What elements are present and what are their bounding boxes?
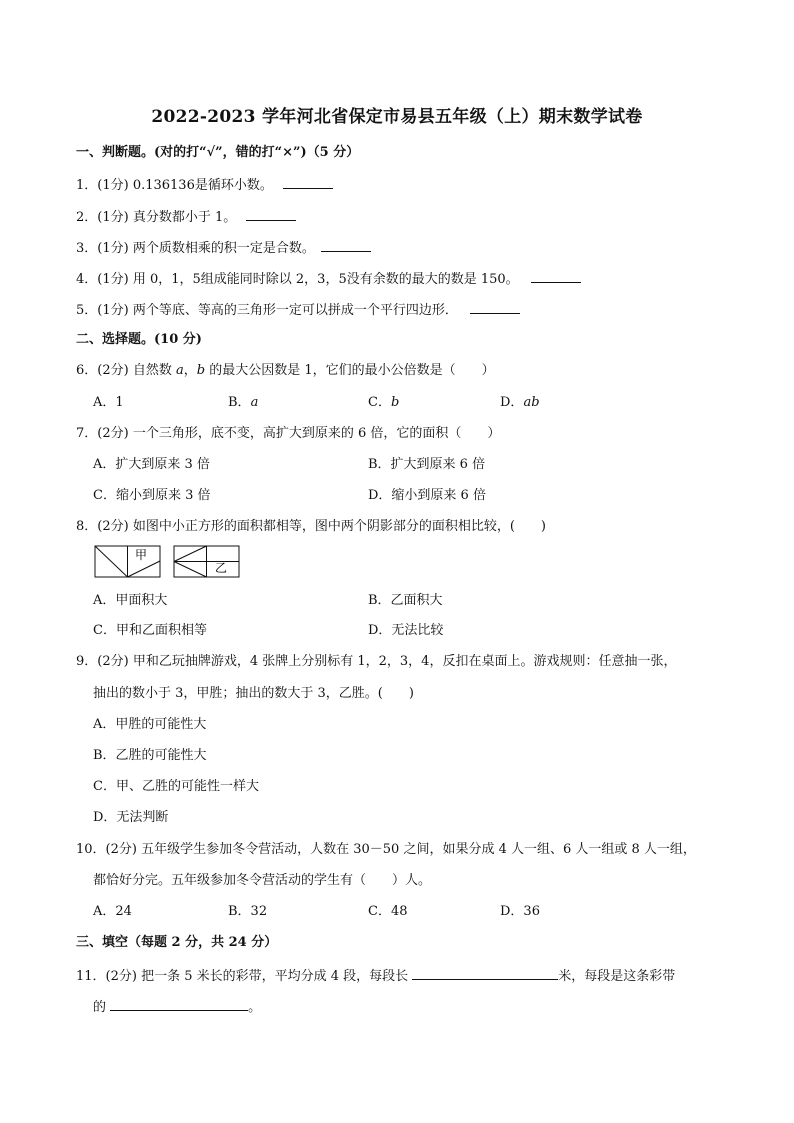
question-5 — [76, 300, 520, 320]
figure-jia-diagonal — [95, 546, 128, 577]
q10-option-b[interactable]: B．32 — [228, 904, 268, 919]
question-1-text: 1．(1分) 0.136136是循环小数。 — [76, 178, 273, 193]
answer-blank-11b[interactable] — [110, 997, 248, 1011]
answer-blank-2[interactable] — [246, 207, 296, 221]
q6-option-c[interactable]: C．b — [368, 395, 400, 410]
question-9-stem-line2: 抽出的数小于 3，甲胜；抽出的数大于 3，乙胜。( ) — [93, 686, 414, 701]
question-6-stem: 6．(2分) 自然数 a，b 的最大公因数是 1，它们的最小公倍数是（ ） — [76, 363, 495, 378]
question-4-text: 4．(1分) 用 0，1，5组成能同时除以 2，3，5没有余数的最大的数是 150。 — [76, 272, 519, 287]
q7-option-b[interactable]: B．扩大到原来 6 倍 — [368, 457, 486, 472]
figure-yi-label: 乙 — [215, 561, 228, 575]
question-9-stem-line1: 9．(2分) 甲和乙玩抽牌游戏，4 张牌上分别标有 1，2，3，4，反扣在桌面上。游戏规则：任意抽一张， — [76, 654, 677, 669]
figure-jia-label: 甲 — [135, 548, 148, 562]
question-2-text: 2．(1分) 真分数都小于 1。 — [76, 210, 237, 225]
question-1 — [76, 175, 333, 195]
question-10-stem-line1: 10．(2分) 五年级学生参加冬令营活动，人数在 30－50 之间，如果分成 4 人一组、6 人一组或 8 人一组， — [76, 842, 696, 857]
section-heading-judgement: 一、判断题。(对的打“√”，错的打“×”)（5 分） — [76, 145, 360, 160]
q7-option-d[interactable]: D．缩小到原来 6 倍 — [368, 488, 486, 503]
answer-blank-5[interactable] — [470, 300, 520, 314]
question-7-stem: 7．(2分) 一个三角形，底不变，高扩大到原来的 6 倍，它的面积（ ） — [76, 426, 501, 441]
q6-option-d[interactable]: D．ab — [500, 395, 540, 410]
question-2 — [76, 207, 296, 227]
q8-option-d[interactable]: D．无法比较 — [368, 623, 444, 638]
question-8-stem: 8．(2分) 如图中小正方形的面积都相等，图中两个阴影部分的面积相比较，( ) — [76, 519, 546, 534]
q10-option-a[interactable]: A．24 — [93, 904, 132, 919]
answer-blank-4[interactable] — [531, 269, 581, 283]
question-11-mid: 米，每段是这条彩带 — [558, 969, 676, 984]
figure-jia — [95, 546, 160, 577]
answer-blank-1[interactable] — [283, 175, 333, 189]
q9-option-d[interactable]: D．无法判断 — [93, 810, 169, 825]
page-title: 2022-2023 学年河北省保定市易县五年级（上）期末数学试卷 — [151, 107, 643, 127]
q9-option-b[interactable]: B．乙胜的可能性大 — [93, 748, 207, 763]
q8-option-c[interactable]: C．甲和乙面积相等 — [93, 623, 207, 638]
question-4 — [76, 269, 581, 289]
q6-option-b[interactable]: B．a — [228, 395, 259, 410]
q8-option-a[interactable]: A．甲面积大 — [93, 593, 168, 608]
q7-option-c[interactable]: C．缩小到原来 3 倍 — [93, 488, 211, 503]
question-11-line2: 的 。 — [93, 997, 261, 1017]
figure-yi-slant-bottom — [174, 562, 207, 578]
question-11-line1 — [76, 966, 675, 986]
q9-option-a[interactable]: A．甲胜的可能性大 — [93, 717, 207, 732]
q10-option-d[interactable]: D．36 — [500, 904, 540, 919]
question-3-text: 3．(1分) 两个质数相乘的积一定是合数。 — [76, 241, 315, 256]
q7-option-a[interactable]: A．扩大到原来 3 倍 — [93, 457, 210, 472]
q8-option-b[interactable]: B．乙面积大 — [368, 593, 443, 608]
section-heading-choice: 二、选择题。(10 分) — [76, 332, 202, 347]
section-heading-fill: 三、填空（每题 2 分，共 24 分） — [76, 935, 278, 950]
q9-option-c[interactable]: C．甲、乙胜的可能性一样大 — [93, 779, 259, 794]
figure-yi — [174, 546, 239, 577]
answer-blank-11a[interactable] — [412, 966, 558, 980]
question-3 — [76, 238, 371, 258]
question-10-stem-line2: 都恰好分完。五年级参加冬令营活动的学生有（ ）人。 — [93, 873, 432, 888]
question-5-text: 5．(1分) 两个等底、等高的三角形一定可以拼成一个平行四边形． — [76, 303, 458, 318]
question-11-text: 11．(2分) 把一条 5 米长的彩带，平均分成 4 段，每段长 — [76, 969, 413, 984]
q8-figure — [94, 545, 242, 579]
figure-yi-slant-top — [174, 546, 207, 562]
figure-jia-slant — [128, 561, 161, 577]
q10-option-c[interactable]: C．48 — [368, 904, 408, 919]
q6-option-a[interactable]: A．1 — [93, 395, 124, 410]
answer-blank-3[interactable] — [321, 238, 371, 252]
